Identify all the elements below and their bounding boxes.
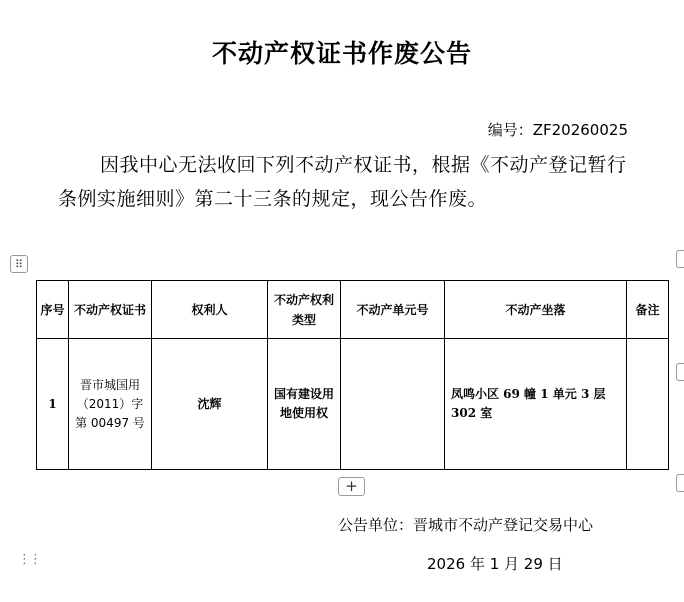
drag-handle-icon[interactable]: ⋮⋮ bbox=[18, 552, 40, 567]
cell-unit-no bbox=[341, 339, 445, 470]
notice-table bbox=[36, 280, 669, 470]
issue-date: 2026 年 1 月 29 日 bbox=[427, 555, 563, 573]
row-insert-handle-icon[interactable] bbox=[676, 363, 684, 381]
cell-cert: 晋市城国用（2011）字第 00497 号 bbox=[69, 339, 152, 470]
cell-owner: 沈辉 bbox=[152, 339, 268, 470]
cell-remark bbox=[627, 339, 669, 470]
cell-location: 凤鸣小区 69 幢 1 单元 3 层 302 室 bbox=[445, 339, 627, 470]
header-seq: 序号 bbox=[37, 281, 69, 339]
header-right-type: 不动产权利类型 bbox=[268, 281, 341, 339]
document-number: 编号：ZF20260025 bbox=[487, 121, 628, 139]
header-owner: 权利人 bbox=[152, 281, 268, 339]
notice-body: 因我中心无法收回下列不动产权证书，根据《不动产登记暂行条例实施细则》第二十三条的规定，现公告作废。 bbox=[58, 154, 627, 210]
table-header-row bbox=[37, 281, 669, 339]
cell-seq: 1 bbox=[37, 339, 69, 470]
issuing-unit: 公告单位：晋城市不动产登记交易中心 bbox=[338, 516, 594, 534]
table-row bbox=[37, 339, 669, 470]
cell-right-type: 国有建设用地使用权 bbox=[268, 339, 341, 470]
table-move-handle-icon[interactable] bbox=[10, 255, 28, 273]
column-resize-handle-icon[interactable] bbox=[676, 250, 684, 268]
header-cert: 不动产权证书 bbox=[69, 281, 152, 339]
grip-icon: ⠿ bbox=[14, 258, 24, 271]
page-title: 不动产权证书作废公告 bbox=[211, 39, 472, 68]
header-remark: 备注 bbox=[627, 281, 669, 339]
table-resize-handle-icon[interactable] bbox=[676, 474, 684, 492]
header-location: 不动产坐落 bbox=[445, 281, 627, 339]
add-row-button[interactable]: + bbox=[338, 477, 365, 496]
header-unit-no: 不动产单元号 bbox=[341, 281, 445, 339]
